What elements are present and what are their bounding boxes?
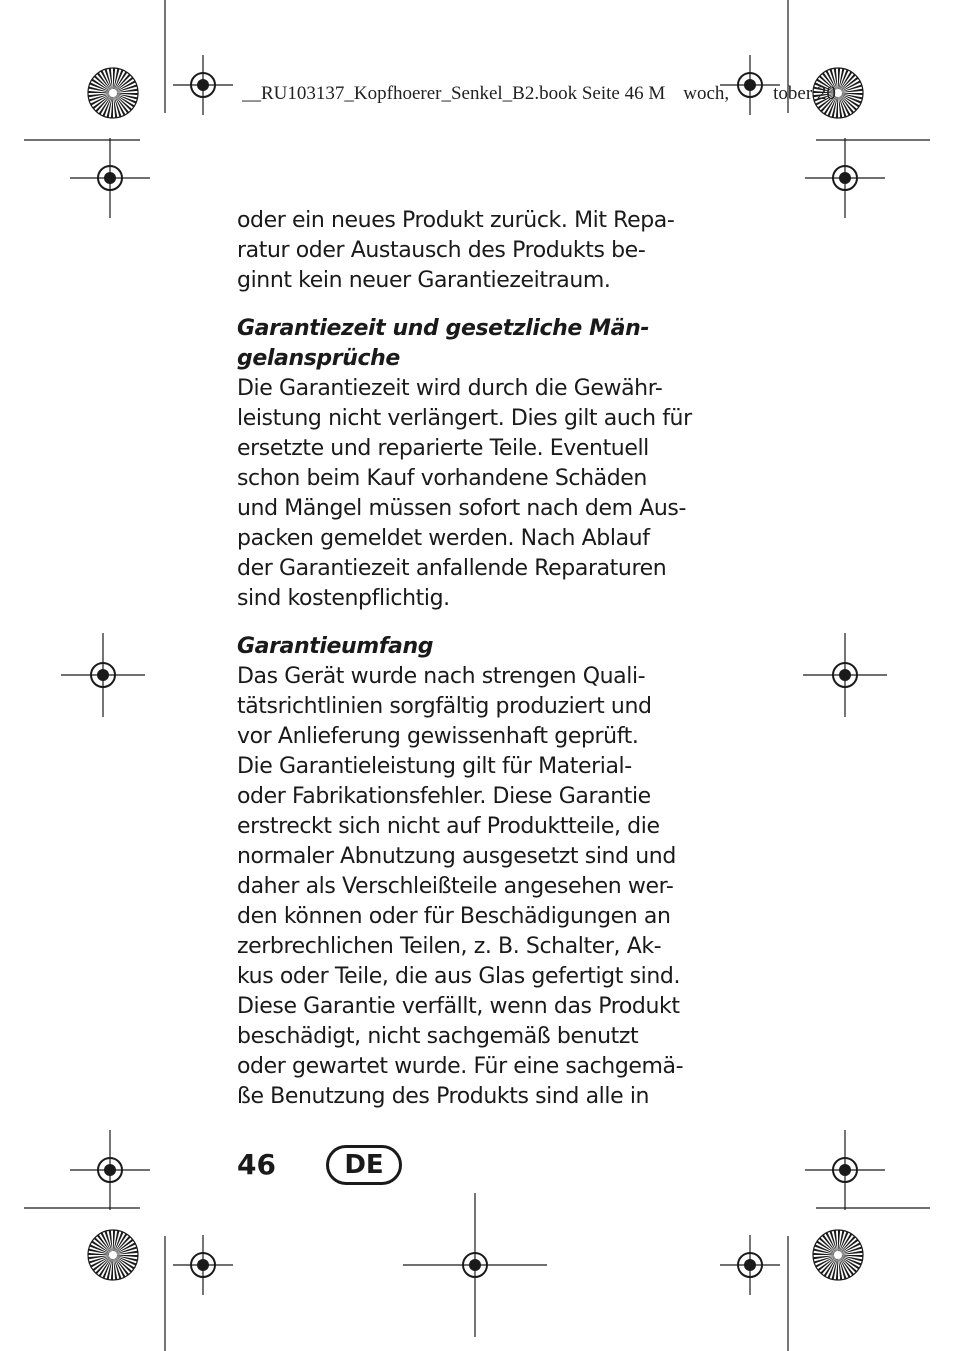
paragraph-warranty-period (237, 374, 693, 614)
registration-dot (197, 79, 209, 91)
star-target-center (109, 89, 117, 97)
heading-line: gelansprüche (237, 346, 400, 371)
text-line: zerbrechlichen Teilen, z. B. Schalter, Ak- (237, 934, 662, 959)
registration-dot (469, 1259, 481, 1271)
print-slug-text: __RU103137_Kopfhoerer_Senkel_B2.book Seite 46 M (242, 83, 666, 104)
section-heading-warranty-period (237, 314, 693, 374)
text-line: daher als Verschleißteile angesehen wer- (237, 874, 674, 899)
text-line: den können oder für Beschädigungen an (237, 904, 671, 929)
print-slug-middle: woch, (683, 83, 730, 104)
text-line: packen gemeldet werden. Nach Ablauf (237, 526, 650, 551)
text-line: Die Garantieleistung gilt für Material- (237, 754, 632, 779)
text-line: oder gewartet wurde. Für eine sachgemä- (237, 1054, 684, 1079)
text-line: tätsrichtlinien sorgfältig produziert und (237, 694, 652, 719)
heading-line: Garantiezeit und gesetzliche Män- (237, 316, 650, 341)
text-line: leistung nicht verlängert. Dies gilt auch für (237, 406, 692, 431)
text-line: ersetzte und reparierte Teile. Eventuell (237, 436, 649, 461)
star-target-center (834, 1251, 842, 1259)
text-line: und Mängel müssen sofort nach dem Aus- (237, 496, 686, 521)
paragraph-intro (237, 206, 693, 296)
text-line: Die Garantiezeit wird durch die Gewähr- (237, 376, 663, 401)
section-heading-warranty-scope: Garantieumfang (237, 634, 434, 659)
text-line: ginnt kein neuer Garantiezeitraum. (237, 268, 611, 293)
print-slug-tail: tober 20 (773, 83, 836, 104)
star-target-center (109, 1251, 117, 1259)
registration-dot (839, 669, 851, 681)
page-content (237, 206, 693, 1112)
text-line: beschädigt, nicht sachgemäß benutzt (237, 1024, 639, 1049)
text-line: Diese Garantie verfällt, wenn das Produkt (237, 994, 680, 1019)
registration-dot (97, 669, 109, 681)
text-line: Das Gerät wurde nach strengen Quali- (237, 664, 646, 689)
text-line: kus oder Teile, die aus Glas gefertigt sind. (237, 964, 681, 989)
text-line: normaler Abnutzung ausgesetzt sind und (237, 844, 676, 869)
text-line: ße Benutzung des Produkts sind alle in (237, 1084, 650, 1109)
text-line: schon beim Kauf vorhandene Schäden (237, 466, 647, 491)
print-slug-header (242, 83, 932, 111)
registration-dot (839, 1164, 851, 1176)
language-badge (326, 1145, 402, 1185)
text-line: ratur oder Austausch des Produkts be- (237, 238, 646, 263)
paragraph-warranty-scope (237, 662, 693, 1112)
text-line: der Garantiezeit anfallende Reparaturen (237, 556, 667, 581)
text-line: erstreckt sich nicht auf Produktteile, die (237, 814, 660, 839)
page-number: 46 (237, 1148, 276, 1181)
text-line: oder Fabrikationsfehler. Diese Garantie (237, 784, 651, 809)
language-badge-label: DE (344, 1150, 384, 1180)
registration-dot (839, 172, 851, 184)
registration-dot (197, 1259, 209, 1271)
text-line: sind kostenpflichtig. (237, 586, 450, 611)
text-line: vor Anlieferung gewissenhaft geprüft. (237, 724, 639, 749)
text-line: oder ein neues Produkt zurück. Mit Repa- (237, 208, 675, 233)
registration-dot (744, 1259, 756, 1271)
registration-dot (104, 1164, 116, 1176)
registration-dot (104, 172, 116, 184)
